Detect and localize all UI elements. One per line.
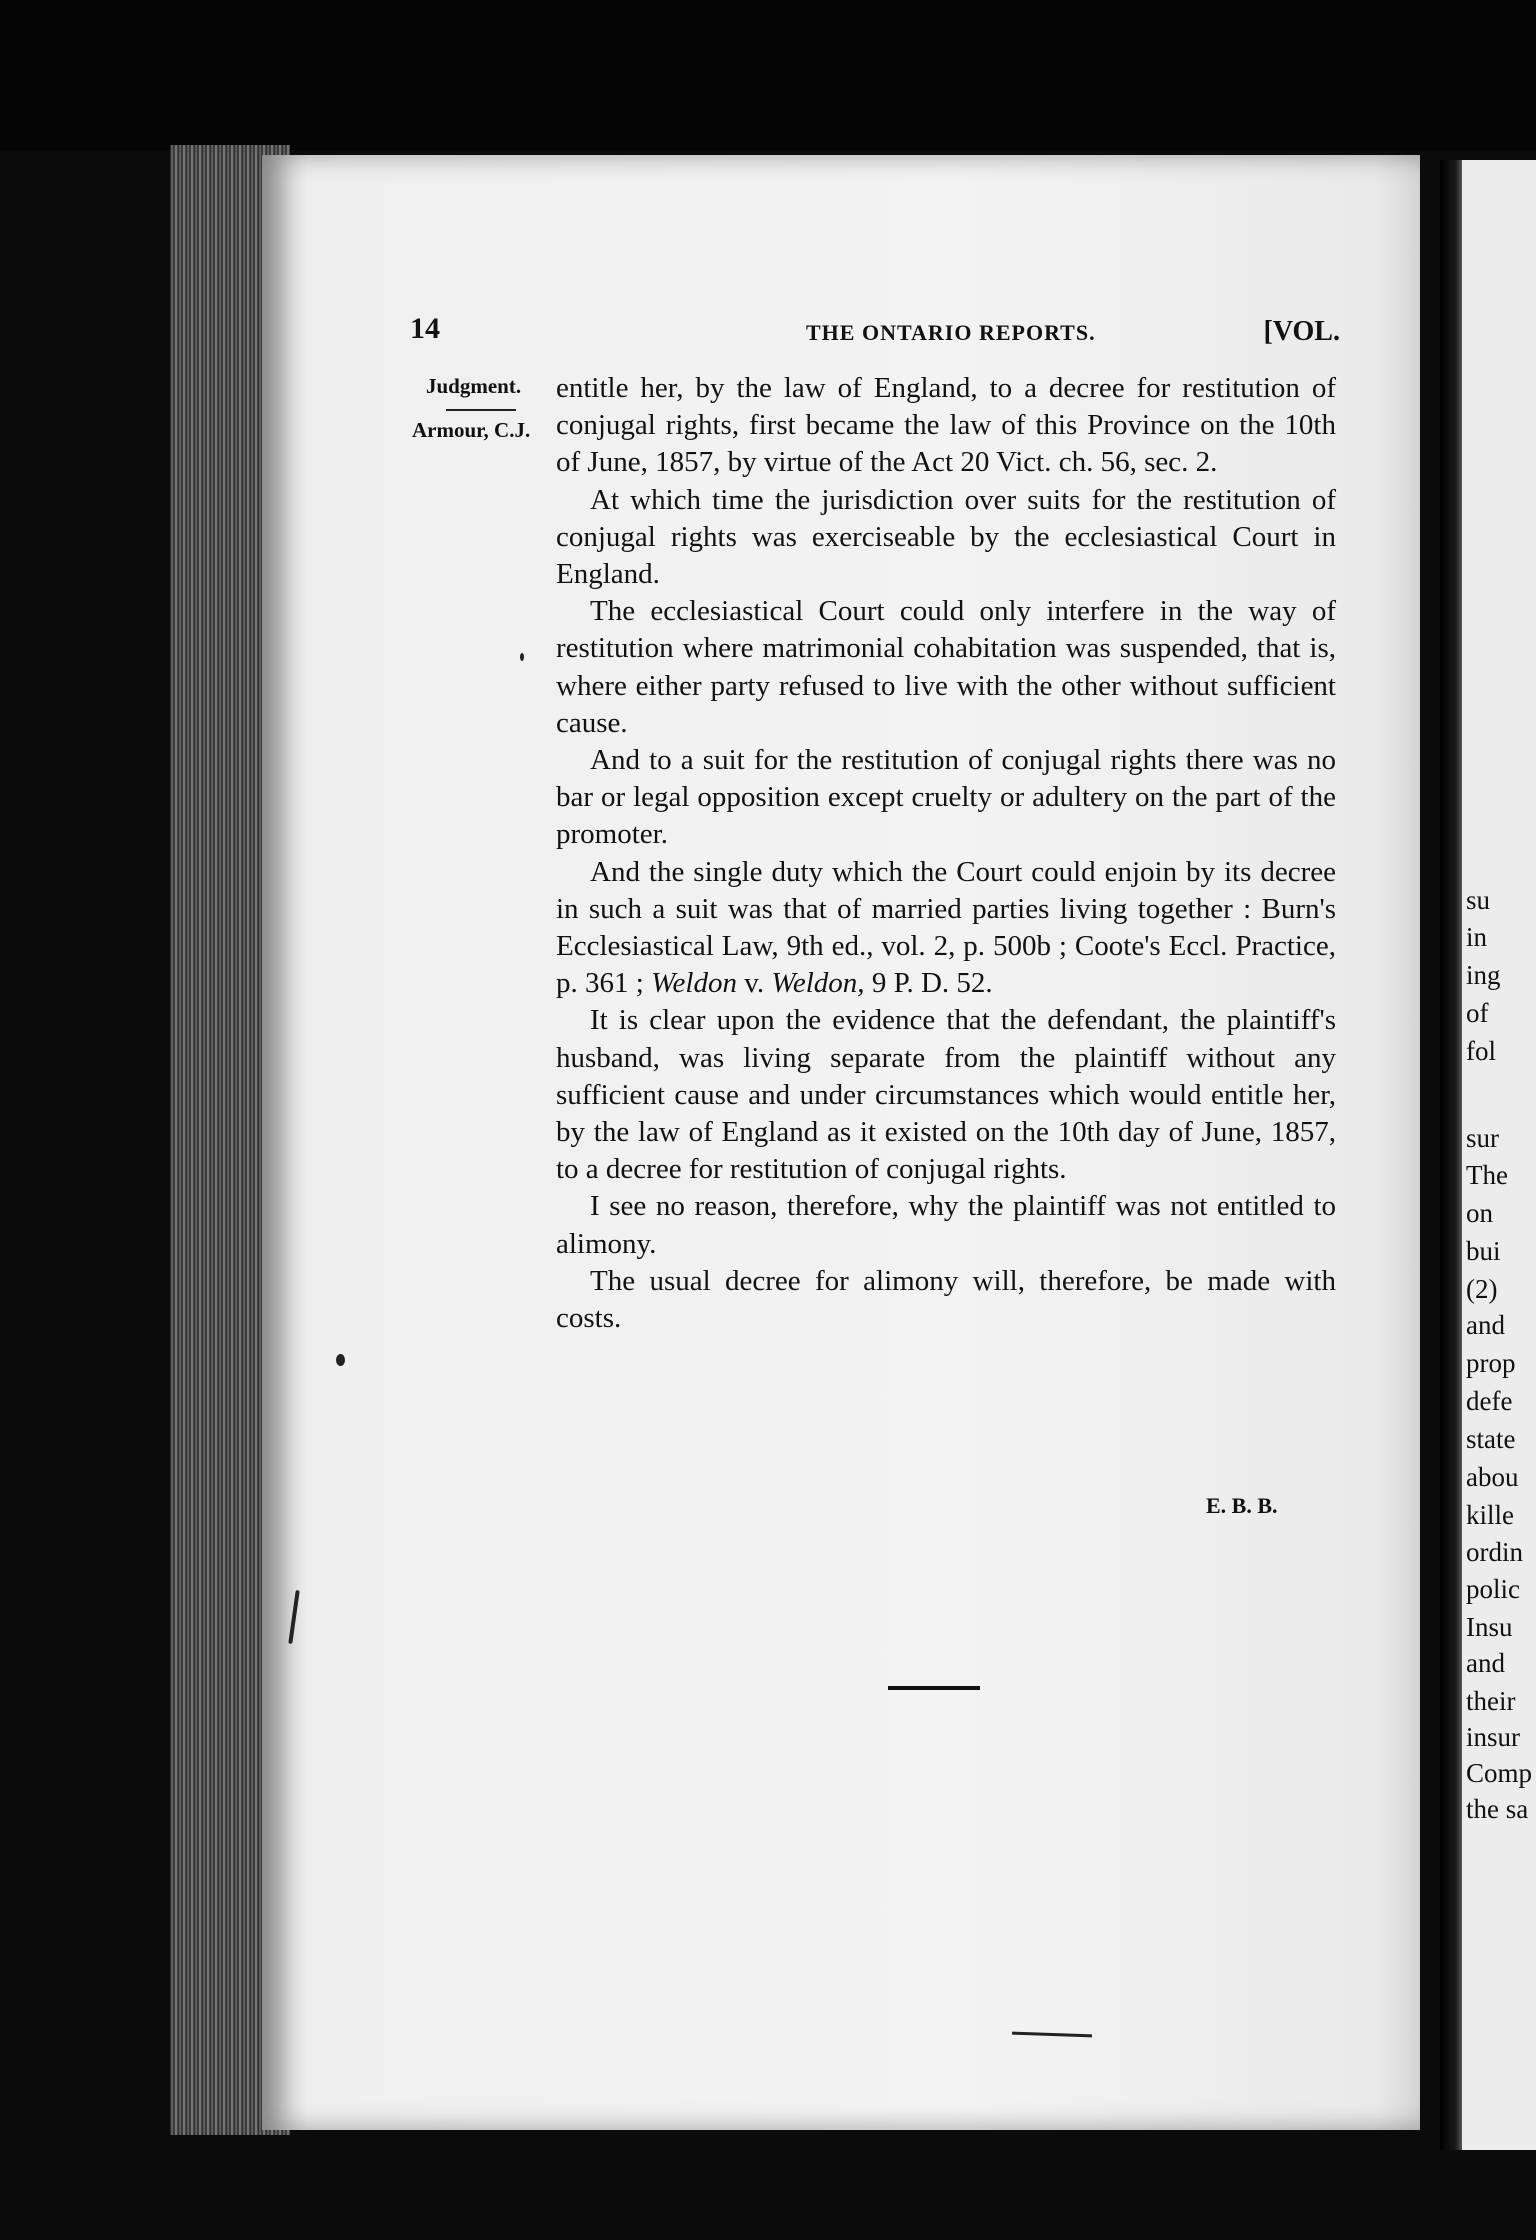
- next-page-fragment: kille: [1466, 1500, 1514, 1530]
- paragraph: The ecclesiastical Court could only interfere in the way of restitution where matrimonial cohabitation was suspended, that is, where either party refused to live with the other without sufficient cause.: [556, 595, 1336, 739]
- running-title: THE ONTARIO REPORTS.: [806, 320, 1096, 345]
- citation-paragraph: [556, 854, 1336, 1003]
- next-page-fragment: The: [1466, 1160, 1508, 1190]
- paragraph: And to a suit for the restitution of conjugal rights there was no bar or legal opposition except cruelty or adultery on the part of the promoter.: [556, 744, 1336, 851]
- next-page-fragment: their: [1466, 1686, 1516, 1716]
- paragraph: It is clear upon the evidence that the defendant, the plaintiff's husband, was living separate from the plaintiff without any sufficient cause and under circumstances which would entitle her, by the law of England as it existed on the 10th day of June, 1857, to a decree for restitution of conjugal rights.: [556, 1004, 1336, 1186]
- next-page-fragment: insur: [1466, 1722, 1520, 1752]
- citation-text: And the single duty which the Court could enjoin by its decree in such a suit was that of married parties living together : Burn's Ecclesiastical Law, 9th ed., vol. 2, p. 500b ; Coote's Eccl. Practice, p. 361 ;: [556, 855, 1336, 1000]
- next-page-fragment: the sa: [1466, 1794, 1529, 1824]
- next-page-fragment: fol: [1466, 1036, 1496, 1066]
- next-page-fragment: (2): [1466, 1274, 1498, 1304]
- next-page-fragment: prop: [1466, 1348, 1516, 1378]
- next-page-fragment: ordin: [1466, 1537, 1523, 1567]
- next-page-fragment: su: [1466, 885, 1491, 915]
- page-number: 14: [410, 312, 440, 345]
- page-header: [410, 312, 1340, 352]
- case-versus: v.: [737, 967, 772, 1000]
- case-party: Weldon: [651, 967, 737, 1000]
- paragraph: At which time the jurisdiction over suits for the restitution of conjugal rights was exerciseable by the ecclesiastical Court in England.: [556, 483, 1336, 591]
- case-reference: 9 P. D. 52.: [864, 967, 993, 1000]
- paragraph: The usual decree for alimony will, therefore, be made with costs.: [556, 1264, 1336, 1335]
- scan-speck: [336, 1354, 345, 1366]
- volume-label: [VOL.: [1263, 316, 1340, 347]
- next-page-fragment: defe: [1466, 1386, 1513, 1416]
- next-page-fragment: ing: [1466, 960, 1501, 990]
- next-page-fragment: bui: [1466, 1236, 1501, 1266]
- scan-speck: [520, 653, 524, 661]
- margin-judge-name: Armour, C.J.: [412, 418, 531, 442]
- next-page-fragment: abou: [1466, 1462, 1519, 1492]
- reporter-initials: E. B. B.: [1206, 1493, 1278, 1518]
- next-page-fragment: in: [1466, 922, 1488, 952]
- next-page-fragment: Comp: [1466, 1758, 1533, 1788]
- next-page-fragment: and: [1466, 1648, 1505, 1678]
- next-page-fragment: and: [1466, 1310, 1505, 1340]
- end-of-case-rule: [888, 1686, 980, 1690]
- scan-background: [0, 0, 1536, 150]
- margin-judgment-label: Judgment.: [426, 374, 522, 398]
- book-binding: [1440, 160, 1462, 2150]
- margin-rule: [446, 409, 516, 411]
- paragraph: I see no reason, therefore, why the plaintiff was not entitled to alimony.: [556, 1190, 1336, 1260]
- paragraph: entitle her, by the law of England, to a decree for restitution of conjugal rights, first became the law of this Province on the 10th of June, 1857, by virtue of the Act 20 Vict. ch. 56, sec. 2.: [556, 372, 1336, 479]
- next-page-fragment: state: [1466, 1424, 1516, 1454]
- next-page-fragment: on: [1466, 1198, 1493, 1228]
- adjacent-page: [1440, 160, 1536, 2150]
- next-page-fragment: Insu: [1466, 1612, 1513, 1642]
- case-party: Weldon,: [771, 967, 865, 1000]
- next-page-fragment: sur: [1466, 1123, 1499, 1153]
- next-page-fragment: of: [1466, 998, 1489, 1028]
- judgment-text: [556, 370, 1336, 1337]
- next-page-fragment: polic: [1466, 1574, 1520, 1604]
